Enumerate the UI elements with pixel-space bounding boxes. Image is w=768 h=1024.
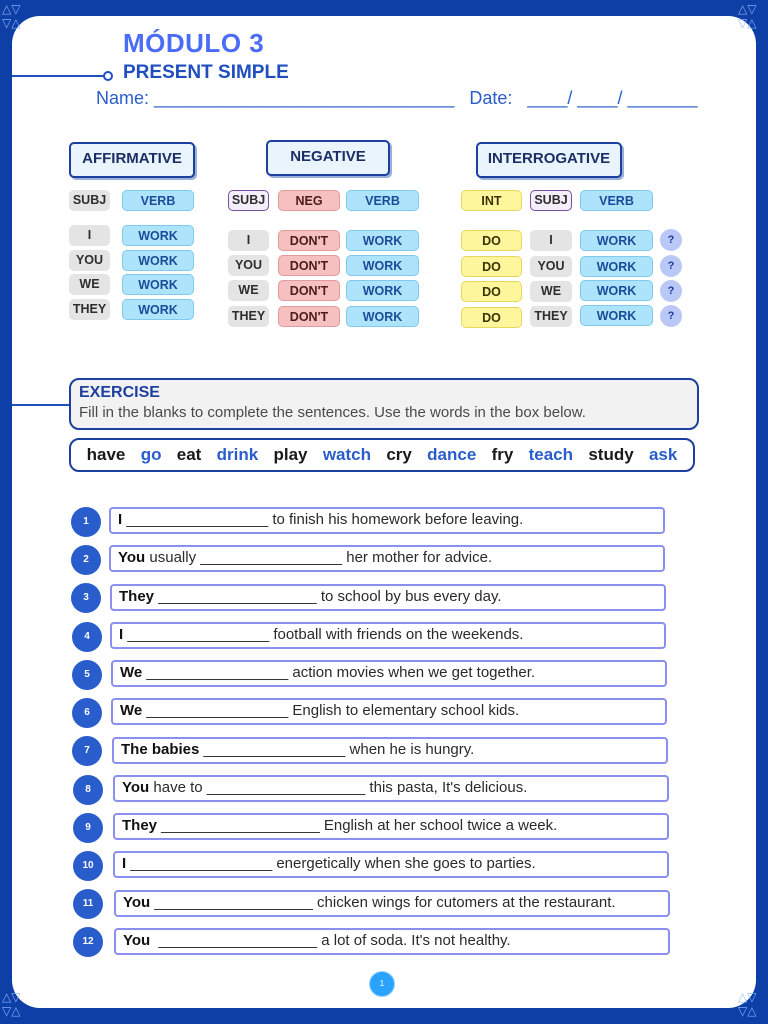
negative-neg-1: DON'T [278, 230, 340, 251]
word-box [69, 438, 695, 472]
sentence-text: have to ___________________ this pasta, It's delicious. [149, 779, 528, 796]
interrogative-col-int: INT [461, 190, 522, 211]
affirmative-subj-2: YOU [69, 250, 110, 271]
word-box-item: fry [491, 445, 514, 464]
word-box-item: study [588, 445, 634, 464]
interrogative-int-2: DO [461, 256, 522, 277]
interrogative-header: INTERROGATIVE [476, 142, 622, 178]
sentence-number: 4 [72, 622, 102, 652]
sentence-number: 3 [71, 583, 101, 613]
sentence-number: 10 [73, 851, 103, 881]
sentence-row[interactable] [109, 507, 665, 534]
page-number: 1 [369, 971, 395, 997]
affirmative-header: AFFIRMATIVE [69, 142, 195, 178]
sentence-row[interactable] [112, 737, 668, 764]
sentence-row[interactable] [109, 545, 665, 572]
negative-verb-3: WORK [346, 280, 419, 301]
sentence-number: 12 [73, 927, 103, 957]
sentence-text: _________________ to finish his homework before leaving. [122, 511, 524, 528]
sentence-row[interactable] [114, 890, 670, 917]
sentence-row[interactable] [111, 660, 667, 687]
word-box-item: eat [176, 445, 202, 464]
sentence-subject: We [120, 702, 143, 719]
interrogative-int-1: DO [461, 230, 522, 251]
sentence-row[interactable] [111, 698, 667, 725]
negative-header: NEGATIVE [266, 140, 390, 176]
word-box-item: dance [427, 445, 477, 464]
sentence-text: _________________ action movies when we get together. [142, 664, 536, 681]
question-mark-icon: ? [660, 280, 682, 302]
sentence-row[interactable] [114, 928, 670, 955]
sentence-row[interactable] [113, 851, 669, 878]
question-mark-icon: ? [660, 255, 682, 277]
module-subtitle: PRESENT SIMPLE [123, 62, 289, 83]
affirmative-subj-4: THEY [69, 299, 110, 320]
negative-neg-4: DON'T [278, 306, 340, 327]
triangle-pattern-icon: △▽ ▽△ [738, 2, 757, 30]
affirmative-subj-1: I [69, 225, 110, 246]
sentence-subject: The babies [121, 741, 200, 758]
negative-neg-3: DON'T [278, 280, 340, 301]
negative-neg-2: DON'T [278, 255, 340, 276]
sentence-number: 9 [73, 813, 103, 843]
sentence-row[interactable] [110, 622, 666, 649]
sentence-subject: We [120, 664, 143, 681]
sentence-text: _________________ English to elementary school kids. [142, 702, 520, 719]
sentence-subject: They [122, 817, 158, 834]
worksheet-page [12, 16, 756, 1008]
sentence-text: ___________________ English at her school twice a week. [157, 817, 558, 834]
sentence-text: usually _________________ her mother for advice. [145, 549, 493, 566]
interrogative-subj-2: YOU [530, 256, 572, 277]
question-mark-icon: ? [660, 305, 682, 327]
sentence-number: 5 [72, 660, 102, 690]
interrogative-verb-1: WORK [580, 230, 653, 251]
sentence-number: 11 [73, 889, 103, 919]
interrogative-subj-4: THEY [530, 306, 572, 327]
sentence-subject: I [118, 511, 123, 528]
interrogative-verb-3: WORK [580, 280, 653, 301]
interrogative-verb-2: WORK [580, 256, 653, 277]
exercise-box [69, 378, 699, 430]
sentence-text: ___________________ a lot of soda. It's not healthy. [150, 932, 511, 949]
decorative-line-exercise [12, 404, 70, 406]
sentence-subject: You [123, 894, 151, 911]
sentence-text: ___________________ to school by bus every day. [154, 588, 502, 605]
sentence-subject: You [123, 932, 151, 949]
word-box-item: cry [386, 445, 412, 464]
affirmative-verb-4: WORK [122, 299, 194, 320]
negative-col-subj: SUBJ [228, 190, 269, 211]
affirmative-verb-3: WORK [122, 274, 194, 295]
sentence-subject: I [122, 855, 127, 872]
word-box-item: have [86, 445, 126, 464]
sentence-number: 2 [71, 545, 101, 575]
interrogative-col-verb: VERB [580, 190, 653, 211]
decorative-dot [103, 71, 113, 81]
negative-verb-1: WORK [346, 230, 419, 251]
sentence-number: 6 [72, 698, 102, 728]
interrogative-subj-1: I [530, 230, 572, 251]
negative-verb-2: WORK [346, 255, 419, 276]
affirmative-col-verb: VERB [122, 190, 194, 211]
sentence-row[interactable] [110, 584, 666, 611]
interrogative-int-3: DO [461, 281, 522, 302]
negative-subj-3: WE [228, 280, 269, 301]
sentence-number: 7 [72, 736, 102, 766]
affirmative-col-subj: SUBJ [69, 190, 110, 211]
affirmative-subj-3: WE [69, 274, 110, 295]
interrogative-verb-4: WORK [580, 305, 653, 326]
interrogative-col-subj: SUBJ [530, 190, 572, 211]
sentence-row[interactable] [113, 813, 669, 840]
interrogative-subj-3: WE [530, 281, 572, 302]
word-box-item: drink [216, 445, 259, 464]
affirmative-verb-2: WORK [122, 250, 194, 271]
name-date-line: Name: ______________________________ Date: ____/ ____/ _______ [96, 88, 698, 108]
negative-subj-2: YOU [228, 255, 269, 276]
word-box-item: teach [528, 445, 574, 464]
negative-col-neg: NEG [278, 190, 340, 211]
affirmative-verb-1: WORK [122, 225, 194, 246]
negative-subj-4: THEY [228, 306, 269, 327]
exercise-title: EXERCISE [79, 384, 160, 401]
exercise-instruction: Fill in the blanks to complete the sentences. Use the words in the box below. [79, 404, 586, 421]
negative-subj-1: I [228, 230, 269, 251]
word-box-item: play [273, 445, 308, 464]
sentence-subject: They [119, 588, 155, 605]
word-box-item: ask [648, 445, 678, 464]
word-box-item: go [140, 445, 162, 464]
sentence-text: _________________ when he is hungry. [199, 741, 475, 758]
sentence-row[interactable] [113, 775, 669, 802]
sentence-number: 1 [71, 507, 101, 537]
negative-col-verb: VERB [346, 190, 419, 211]
interrogative-int-4: DO [461, 307, 522, 328]
triangle-pattern-icon: △▽ ▽△ [2, 2, 21, 30]
sentence-text: _________________ energetically when she goes to parties. [126, 855, 536, 872]
triangle-pattern-icon: △▽ ▽△ [738, 990, 757, 1018]
module-title: MÓDULO 3 [123, 28, 265, 58]
triangle-pattern-icon: △▽ ▽△ [2, 990, 21, 1018]
question-mark-icon: ? [660, 229, 682, 251]
sentence-subject: You [118, 549, 146, 566]
sentence-text: _________________ football with friends on the weekends. [123, 626, 524, 643]
sentence-subject: I [119, 626, 124, 643]
sentence-number: 8 [73, 775, 103, 805]
decorative-line-top [12, 75, 104, 77]
word-box-item: watch [322, 445, 372, 464]
sentence-subject: You [122, 779, 150, 796]
negative-verb-4: WORK [346, 306, 419, 327]
sentence-text: ___________________ chicken wings for cutomers at the restaurant. [150, 894, 616, 911]
